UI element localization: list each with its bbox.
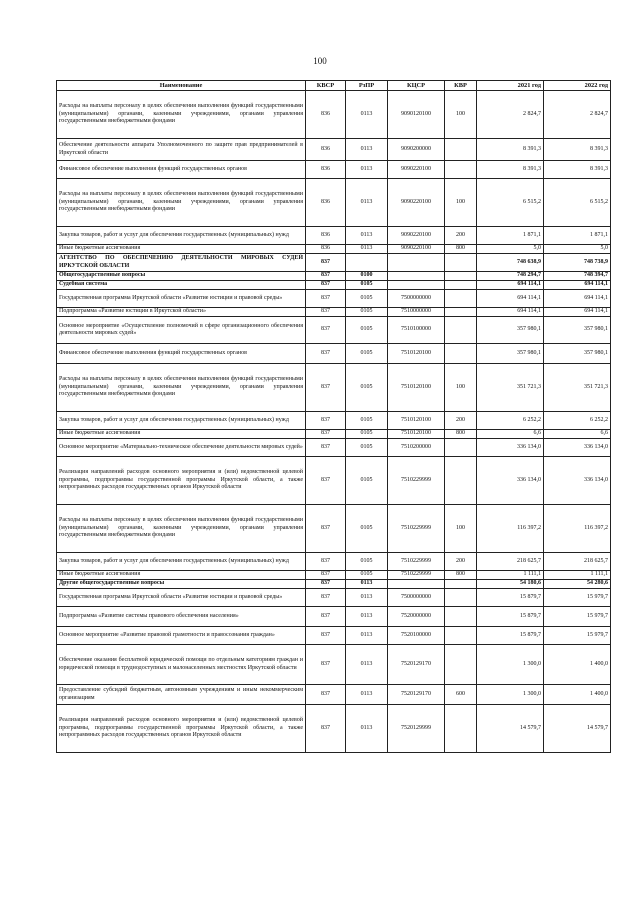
- table-row: [57, 580, 611, 589]
- row-2021: 694 114,1: [477, 281, 544, 290]
- row-kvr: [445, 344, 477, 364]
- row-name: Расходы на выплаты персоналу в целях обеспечения выполнения функций государственными (муниципальными) органами, казенными учреждениями, органами управления государственными внебюджетными фондами: [57, 364, 306, 412]
- row-rzpr: 0100: [346, 272, 388, 281]
- row-kcsr: [388, 281, 445, 290]
- row-kvr: 800: [445, 571, 477, 580]
- row-name: Другие общегосударственные вопросы: [57, 580, 306, 589]
- row-2021: 14 579,7: [477, 705, 544, 753]
- row-2022: 6,6: [544, 430, 611, 439]
- row-kvr: [445, 589, 477, 607]
- row-2021: 15 879,7: [477, 607, 544, 627]
- row-2022: 2 824,7: [544, 91, 611, 139]
- header-kvr: КВР: [445, 81, 477, 91]
- row-kcsr: 7510229999: [388, 505, 445, 553]
- row-2022: 694 114,1: [544, 290, 611, 308]
- row-kvsr: 837: [306, 645, 346, 685]
- row-kvsr: 837: [306, 317, 346, 344]
- row-name: Обеспечение деятельности аппарата Уполномоченного по защите прав предпринимателей в Иркутской области: [57, 139, 306, 161]
- row-rzpr: 0105: [346, 308, 388, 317]
- row-2021: 218 625,7: [477, 553, 544, 571]
- row-name: Общегосударственные вопросы: [57, 272, 306, 281]
- row-kvsr: 837: [306, 308, 346, 317]
- row-kvr: 200: [445, 412, 477, 430]
- row-kvsr: 836: [306, 139, 346, 161]
- row-kcsr: 7510229999: [388, 553, 445, 571]
- header-2021: 2021 год: [477, 81, 544, 91]
- table-row: [57, 553, 611, 571]
- row-kvsr: 837: [306, 457, 346, 505]
- row-2022: 15 979,7: [544, 627, 611, 645]
- table-row: [57, 254, 611, 272]
- row-kcsr: 9090220100: [388, 161, 445, 179]
- row-rzpr: 0113: [346, 627, 388, 645]
- row-2022: 357 980,1: [544, 317, 611, 344]
- row-kcsr: 7520129170: [388, 685, 445, 705]
- table-row: [57, 281, 611, 290]
- row-kcsr: 7520100000: [388, 627, 445, 645]
- table-row: [57, 317, 611, 344]
- row-2022: 694 114,1: [544, 308, 611, 317]
- row-kvsr: 837: [306, 272, 346, 281]
- row-rzpr: 0113: [346, 705, 388, 753]
- row-kvr: [445, 705, 477, 753]
- table-row: [57, 627, 611, 645]
- row-kvr: 800: [445, 245, 477, 254]
- table-row: [57, 161, 611, 179]
- row-2022: 6 252,2: [544, 412, 611, 430]
- row-name: Реализация направлений расходов основного мероприятия и (или) ведомственной целевой программы, подпрограммы государственной программы Иркутской области, а также непрограммных расходов государственных органов Иркутской области: [57, 705, 306, 753]
- row-kvr: [445, 308, 477, 317]
- row-kvr: 200: [445, 553, 477, 571]
- row-kcsr: 9090220100: [388, 227, 445, 245]
- row-2022: 336 134,0: [544, 457, 611, 505]
- row-kvsr: 837: [306, 705, 346, 753]
- row-name: Закупка товаров, работ и услуг для обеспечения государственных (муниципальных) нужд: [57, 227, 306, 245]
- row-2021: 6 515,2: [477, 179, 544, 227]
- row-kvr: [445, 645, 477, 685]
- table-row: [57, 607, 611, 627]
- row-rzpr: 0105: [346, 412, 388, 430]
- table-row: [57, 290, 611, 308]
- row-2021: 6,6: [477, 430, 544, 439]
- table-row: [57, 645, 611, 685]
- row-rzpr: 0105: [346, 430, 388, 439]
- row-kvsr: 837: [306, 627, 346, 645]
- table-row: [57, 245, 611, 254]
- row-kvr: 100: [445, 91, 477, 139]
- row-2021: 2 824,7: [477, 91, 544, 139]
- row-kcsr: 7510120100: [388, 412, 445, 430]
- row-2021: 15 879,7: [477, 627, 544, 645]
- row-2021: 1 300,0: [477, 645, 544, 685]
- row-2022: 54 280,6: [544, 580, 611, 589]
- row-kcsr: 7510229999: [388, 457, 445, 505]
- row-kvsr: 837: [306, 281, 346, 290]
- table-row: [57, 91, 611, 139]
- row-name: АГЕНТСТВО ПО ОБЕСПЕЧЕНИЮ ДЕЯТЕЛЬНОСТИ МИРОВЫХ СУДЕЙ ИРКУТСКОЙ ОБЛАСТИ: [57, 254, 306, 272]
- row-kvr: [445, 290, 477, 308]
- row-2021: 1 300,0: [477, 685, 544, 705]
- row-kcsr: 7500000000: [388, 290, 445, 308]
- row-rzpr: 0105: [346, 457, 388, 505]
- table-header-row: [57, 81, 611, 91]
- budget-table: [56, 80, 611, 753]
- row-kcsr: 9090120100: [388, 91, 445, 139]
- row-kvr: 600: [445, 685, 477, 705]
- row-name: Основное мероприятие «Материально-техническое обеспечение деятельности мировых судей»: [57, 439, 306, 457]
- row-2021: 6 252,2: [477, 412, 544, 430]
- row-kcsr: 9090220100: [388, 245, 445, 254]
- row-kcsr: 9090220100: [388, 179, 445, 227]
- row-kvr: [445, 439, 477, 457]
- row-kvsr: 837: [306, 571, 346, 580]
- row-kvr: 200: [445, 227, 477, 245]
- table-row: [57, 457, 611, 505]
- row-kcsr: 7510229999: [388, 571, 445, 580]
- row-rzpr: 0113: [346, 227, 388, 245]
- row-2022: 116 397,2: [544, 505, 611, 553]
- row-2021: 351 721,3: [477, 364, 544, 412]
- row-2022: 1 871,1: [544, 227, 611, 245]
- row-kvsr: 837: [306, 505, 346, 553]
- row-2021: 1 871,1: [477, 227, 544, 245]
- row-2021: 336 134,0: [477, 439, 544, 457]
- table-row: [57, 412, 611, 430]
- row-2022: 748 738,9: [544, 254, 611, 272]
- row-name: Государственная программа Иркутской области «Развитие юстиции и правовой среды»: [57, 589, 306, 607]
- table-row: [57, 589, 611, 607]
- row-kcsr: [388, 272, 445, 281]
- row-2021: 1 111,1: [477, 571, 544, 580]
- table-row: [57, 364, 611, 412]
- row-kcsr: 7510100000: [388, 317, 445, 344]
- row-2022: 748 394,7: [544, 272, 611, 281]
- header-kcsr: КЦСР: [388, 81, 445, 91]
- row-2022: 357 980,1: [544, 344, 611, 364]
- table-row: [57, 705, 611, 753]
- row-kcsr: 9090200000: [388, 139, 445, 161]
- row-rzpr: 0113: [346, 161, 388, 179]
- row-kvr: [445, 580, 477, 589]
- row-kvsr: 837: [306, 589, 346, 607]
- row-rzpr: 0105: [346, 290, 388, 308]
- row-kcsr: 7520129170: [388, 645, 445, 685]
- table-row: [57, 308, 611, 317]
- row-rzpr: 0113: [346, 589, 388, 607]
- row-name: Иные бюджетные ассигнования: [57, 430, 306, 439]
- row-2021: 15 879,7: [477, 589, 544, 607]
- row-2021: 357 980,1: [477, 344, 544, 364]
- row-rzpr: 0105: [346, 439, 388, 457]
- row-rzpr: 0105: [346, 281, 388, 290]
- row-2022: 694 114,1: [544, 281, 611, 290]
- table-row: [57, 685, 611, 705]
- row-2021: 357 980,1: [477, 317, 544, 344]
- table-row: [57, 139, 611, 161]
- row-kcsr: 7500000000: [388, 589, 445, 607]
- row-rzpr: 0105: [346, 505, 388, 553]
- row-kvr: [445, 627, 477, 645]
- row-name: Иные бюджетные ассигнования: [57, 571, 306, 580]
- row-2021: 694 114,1: [477, 290, 544, 308]
- row-kvsr: 836: [306, 91, 346, 139]
- row-2022: 5,0: [544, 245, 611, 254]
- table-body: [57, 91, 611, 753]
- row-2021: 694 114,1: [477, 308, 544, 317]
- row-name: Расходы на выплаты персоналу в целях обеспечения выполнения функций государственными (муниципальными) органами, казенными учреждениями, органами управления государственными внебюджетными фондами: [57, 505, 306, 553]
- row-kvr: [445, 607, 477, 627]
- row-kcsr: 7510200000: [388, 439, 445, 457]
- row-rzpr: 0113: [346, 245, 388, 254]
- row-kcsr: [388, 580, 445, 589]
- row-kvsr: 837: [306, 553, 346, 571]
- table-row: [57, 272, 611, 281]
- row-kvsr: 837: [306, 607, 346, 627]
- table-row: [57, 505, 611, 553]
- header-kvsr: КВСР: [306, 81, 346, 91]
- row-name: Реализация направлений расходов основного мероприятия и (или) ведомственной целевой программы, подпрограммы государственной программы Иркутской области, а также непрограммных расходов государственных органов Иркутской области: [57, 457, 306, 505]
- row-name: Расходы на выплаты персоналу в целях обеспечения выполнения функций государственными (муниципальными) органами, казенными учреждениями, органами управления государственными внебюджетными фондами: [57, 91, 306, 139]
- row-kvsr: 837: [306, 364, 346, 412]
- row-kcsr: 7520129999: [388, 705, 445, 753]
- row-kcsr: 7520000000: [388, 607, 445, 627]
- header-name: Наименование: [57, 81, 306, 91]
- row-rzpr: 0105: [346, 364, 388, 412]
- row-name: Предоставление субсидий бюджетным, автономным учреждениям и иным некоммерческим организациям: [57, 685, 306, 705]
- row-2022: 218 625,7: [544, 553, 611, 571]
- row-rzpr: 0113: [346, 607, 388, 627]
- row-rzpr: 0113: [346, 139, 388, 161]
- row-name: Основное мероприятие «Развитие правовой грамотности и правосознания граждан»: [57, 627, 306, 645]
- row-2021: 5,0: [477, 245, 544, 254]
- row-2022: 1 400,0: [544, 685, 611, 705]
- row-rzpr: 0105: [346, 317, 388, 344]
- row-kcsr: 7510000000: [388, 308, 445, 317]
- row-name: Обеспечение оказания бесплатной юридической помощи по отдельным категориям граждан и юридической помощи в труднодоступных и малонаселенных местностях Иркутской области: [57, 645, 306, 685]
- row-rzpr: 0113: [346, 580, 388, 589]
- row-kvr: [445, 139, 477, 161]
- row-rzpr: 0105: [346, 553, 388, 571]
- row-kvsr: 837: [306, 344, 346, 364]
- page-number: 100: [313, 56, 327, 66]
- row-kvr: [445, 254, 477, 272]
- row-kvr: 100: [445, 179, 477, 227]
- row-name: Закупка товаров, работ и услуг для обеспечения государственных (муниципальных) нужд: [57, 553, 306, 571]
- row-2021: 54 180,6: [477, 580, 544, 589]
- row-kvsr: 837: [306, 412, 346, 430]
- row-2021: 748 638,9: [477, 254, 544, 272]
- row-name: Расходы на выплаты персоналу в целях обеспечения выполнения функций государственными (муниципальными) органами, казенными учреждениями, органами управления государственными внебюджетными фондами: [57, 179, 306, 227]
- row-2022: 8 391,3: [544, 161, 611, 179]
- row-kvsr: 836: [306, 227, 346, 245]
- row-rzpr: 0105: [346, 571, 388, 580]
- row-kvsr: 837: [306, 430, 346, 439]
- table-row: [57, 430, 611, 439]
- row-2022: 351 721,3: [544, 364, 611, 412]
- row-name: Подпрограмма «Развитие системы правового обеспечения населения»: [57, 607, 306, 627]
- row-2021: 8 391,3: [477, 161, 544, 179]
- row-rzpr: 0113: [346, 645, 388, 685]
- row-kvsr: 836: [306, 179, 346, 227]
- row-kcsr: 7510120100: [388, 364, 445, 412]
- row-rzpr: 0113: [346, 91, 388, 139]
- table-row: [57, 571, 611, 580]
- row-kvr: 800: [445, 430, 477, 439]
- row-2022: 15 979,7: [544, 589, 611, 607]
- row-kvr: [445, 161, 477, 179]
- row-name: Судебная система: [57, 281, 306, 290]
- row-rzpr: 0105: [346, 344, 388, 364]
- row-2022: 15 979,7: [544, 607, 611, 627]
- row-2021: 748 294,7: [477, 272, 544, 281]
- row-kvsr: 837: [306, 290, 346, 308]
- row-2021: 336 134,0: [477, 457, 544, 505]
- row-2022: 14 579,7: [544, 705, 611, 753]
- row-kcsr: [388, 254, 445, 272]
- row-rzpr: [346, 254, 388, 272]
- row-name: Подпрограмма «Развитие юстиции в Иркутской области»: [57, 308, 306, 317]
- table-row: [57, 439, 611, 457]
- row-2022: 6 515,2: [544, 179, 611, 227]
- row-kvr: 100: [445, 505, 477, 553]
- row-kvr: [445, 457, 477, 505]
- row-2022: 1 111,1: [544, 571, 611, 580]
- table-row: [57, 227, 611, 245]
- row-kvsr: 837: [306, 254, 346, 272]
- row-2022: 8 391,3: [544, 139, 611, 161]
- row-kvsr: 837: [306, 580, 346, 589]
- table-row: [57, 179, 611, 227]
- row-2021: 8 391,3: [477, 139, 544, 161]
- row-2022: 1 400,0: [544, 645, 611, 685]
- row-2022: 336 134,0: [544, 439, 611, 457]
- row-2021: 116 397,2: [477, 505, 544, 553]
- row-kvr: [445, 317, 477, 344]
- row-kcsr: 7510120100: [388, 344, 445, 364]
- row-rzpr: 0113: [346, 179, 388, 227]
- row-kvr: [445, 281, 477, 290]
- header-rzpr: РзПР: [346, 81, 388, 91]
- row-rzpr: 0113: [346, 685, 388, 705]
- row-name: Закупка товаров, работ и услуг для обеспечения государственных (муниципальных) нужд: [57, 412, 306, 430]
- row-kvsr: 837: [306, 439, 346, 457]
- row-name: Финансовое обеспечение выполнения функций государственных органов: [57, 161, 306, 179]
- row-kvr: 100: [445, 364, 477, 412]
- row-kvsr: 836: [306, 161, 346, 179]
- row-kvr: [445, 272, 477, 281]
- table-row: [57, 344, 611, 364]
- row-kvsr: 837: [306, 685, 346, 705]
- row-kcsr: 7510120100: [388, 430, 445, 439]
- row-name: Государственная программа Иркутской области «Развитие юстиции и правовой среды»: [57, 290, 306, 308]
- row-name: Иные бюджетные ассигнования: [57, 245, 306, 254]
- header-2022: 2022 год: [544, 81, 611, 91]
- row-kvsr: 836: [306, 245, 346, 254]
- row-name: Финансовое обеспечение выполнения функций государственных органов: [57, 344, 306, 364]
- row-name: Основное мероприятие «Осуществление полномочий в сфере организационного обеспечения деятельности мировых судей»: [57, 317, 306, 344]
